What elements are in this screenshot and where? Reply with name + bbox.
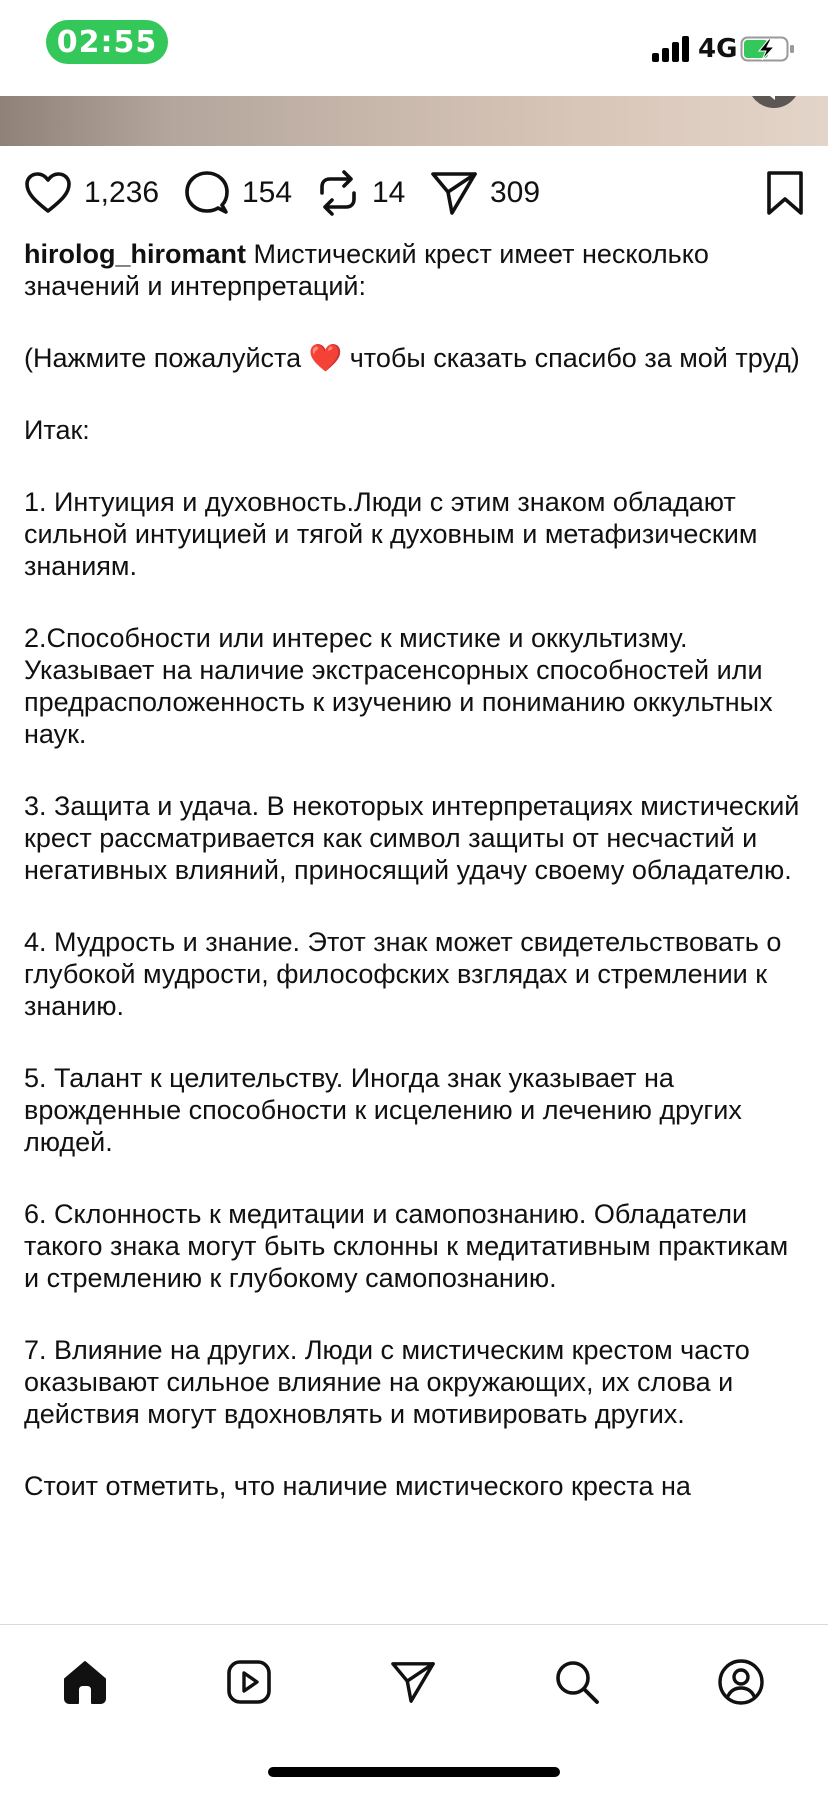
caption-paragraph: 7. Влияние на других. Люди с мистическим крестом часто оказывают сильное влияние на окружающих, их слова и действия могут вдохновлять и мотивировать других. (24, 1335, 750, 1429)
status-time: 02:55 (46, 20, 168, 64)
nav-home[interactable] (55, 1652, 115, 1712)
nav-reels[interactable] (219, 1652, 279, 1712)
comments-count[interactable]: 154 (242, 176, 293, 209)
share-action[interactable] (430, 164, 540, 222)
post-username[interactable]: hirolog_hiromant (24, 239, 246, 269)
comment-action[interactable] (184, 164, 292, 222)
caption-paragraph: (Нажмите пожалуйста ❤️ чтобы сказать спасибо за мой труд) (24, 343, 800, 373)
heart-icon[interactable] (24, 171, 72, 215)
caption-paragraph: 3. Защита и удача. В некоторых интерпретациях мистический крест рассматривается как символ защиты от несчастий и негативных влияний, приносящий удачу своему обладателю. (24, 791, 800, 885)
search-icon[interactable] (554, 1659, 600, 1705)
post-caption (24, 238, 809, 1542)
home-icon[interactable] (61, 1659, 109, 1705)
home-indicator (268, 1767, 560, 1777)
post-media[interactable] (0, 96, 828, 146)
caption-paragraph: Стоит отметить, что наличие мистического креста на (24, 1471, 691, 1501)
battery-charging-icon (740, 36, 796, 62)
profile-icon[interactable] (717, 1658, 765, 1706)
bookmark-icon[interactable] (766, 170, 804, 216)
caption-paragraph: 6. Склонность к медитации и самопознанию. Обладатели такого знака могут быть склонны к медитативным практикам и стремлению к глубокому самопознанию. (24, 1199, 789, 1293)
caption-intro-text: Мистический крест имеет несколько значений и интерпретаций: (24, 239, 709, 301)
repost-icon[interactable] (316, 169, 360, 217)
shares-count[interactable]: 309 (490, 176, 541, 209)
caption-paragraph: 1. Интуиция и духовность.Люди с этим знаком обладают сильной интуицией и тягой к духовным и метафизическим знаниям. (24, 487, 758, 581)
reposts-count[interactable]: 14 (372, 176, 406, 209)
like-action[interactable] (24, 164, 159, 222)
repost-action[interactable] (316, 164, 405, 222)
network-type: 4G (698, 34, 738, 64)
comment-bubble-icon[interactable] (184, 170, 230, 216)
likes-count[interactable]: 1,236 (84, 176, 160, 209)
bottom-nav (0, 1624, 828, 1793)
caption-paragraph: 4. Мудрость и знание. Этот знак может свидетельствовать о глубокой мудрости, философских взглядах и стремлении к знанию. (24, 927, 782, 1021)
reels-icon[interactable] (226, 1659, 272, 1705)
nav-direct[interactable] (383, 1652, 443, 1712)
caption-paragraph: Итак: (24, 415, 90, 445)
cellular-signal-icon (652, 36, 692, 62)
nav-profile[interactable] (711, 1652, 771, 1712)
caption-paragraph: 2.Способности или интерес к мистике и оккультизму. Указывает на наличие экстрасенсорных способностей или предрасположенность к изучению и пониманию оккультных наук. (24, 623, 773, 749)
direct-icon[interactable] (390, 1660, 436, 1704)
post-actions (24, 164, 804, 222)
nav-search[interactable] (547, 1652, 607, 1712)
caption-intro (24, 238, 809, 302)
status-bar (0, 0, 828, 96)
caption-paragraph: 5. Талант к целительству. Иногда знак указывает на врожденные способности к исцелению и лечению других людей. (24, 1063, 742, 1157)
send-icon[interactable] (430, 170, 478, 216)
